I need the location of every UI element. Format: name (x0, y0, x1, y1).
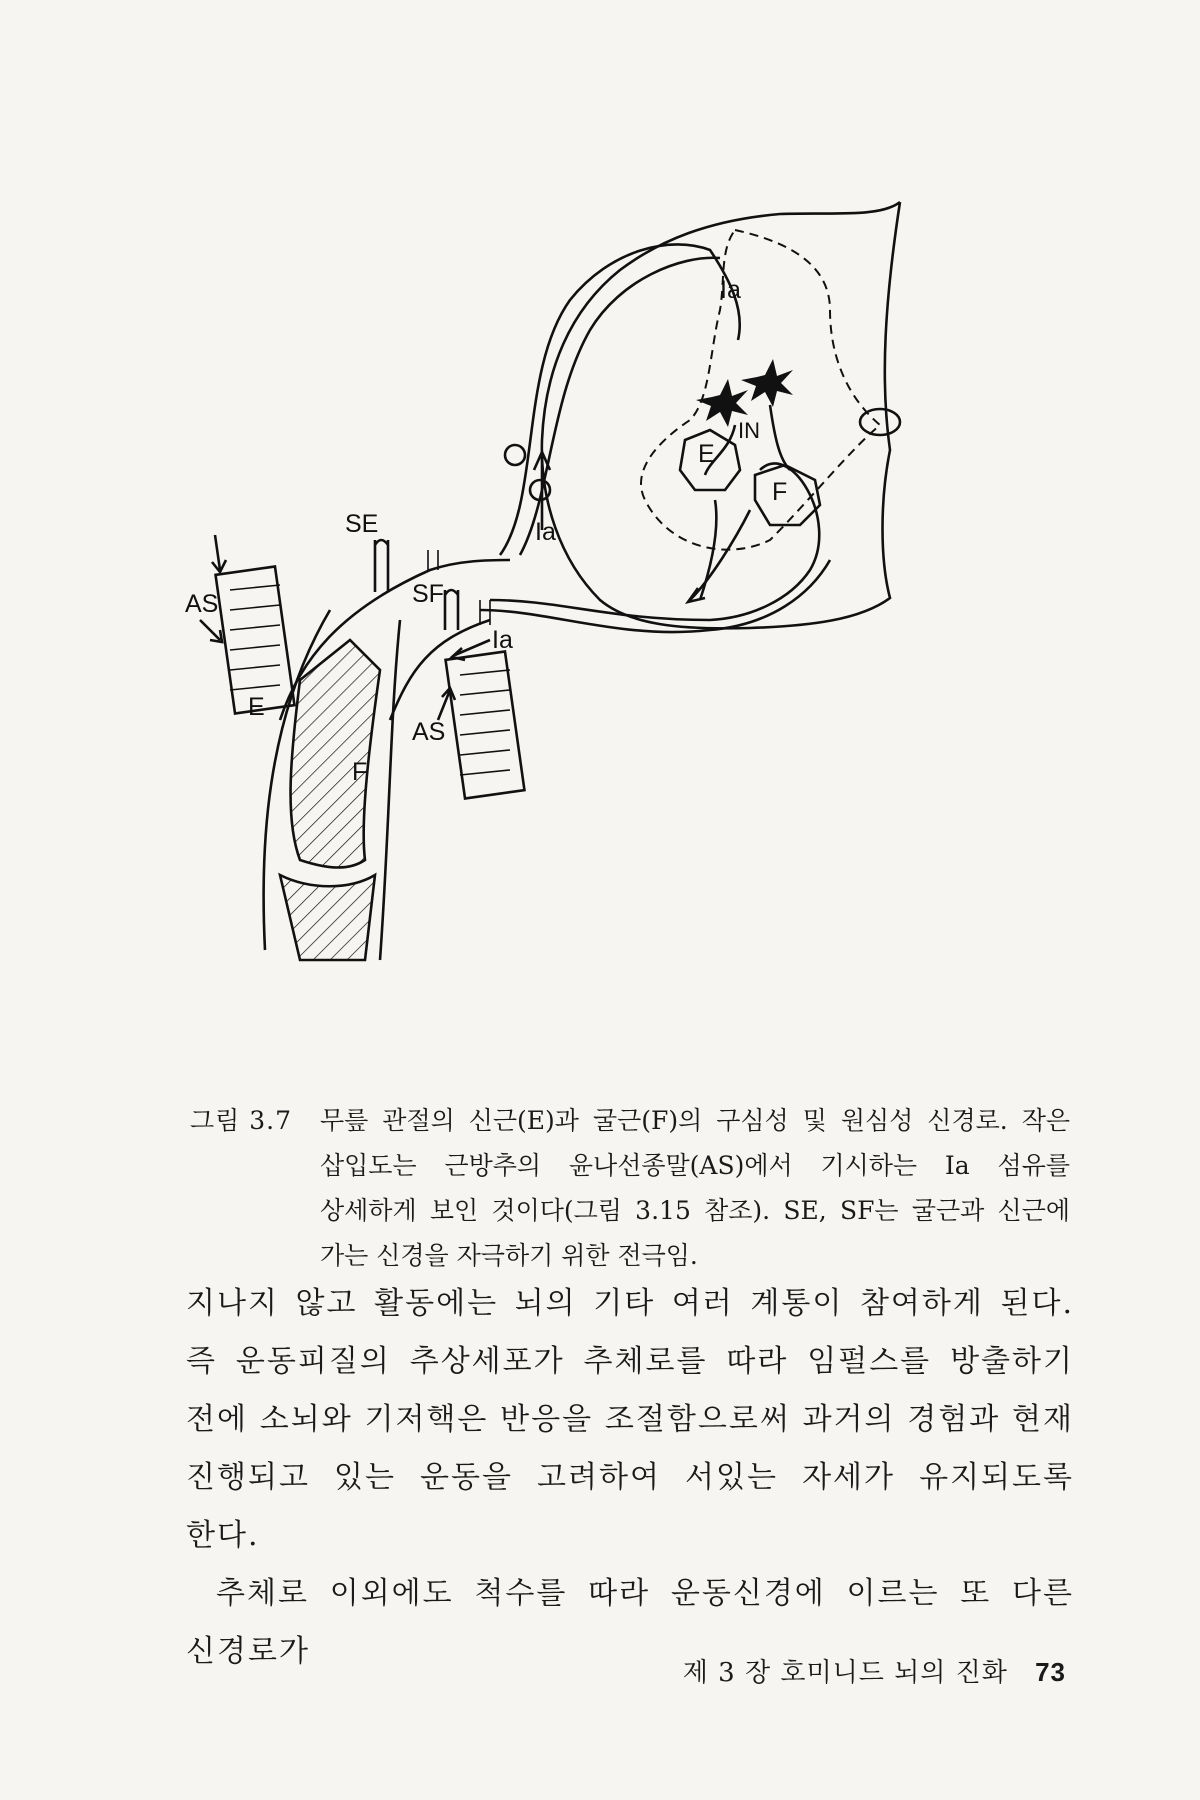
dorsal-root-ganglion-1 (505, 445, 525, 465)
ventral-root-fiber-2 (480, 560, 830, 632)
label-ia-top: Ia (720, 276, 741, 304)
spindle-inset-left (216, 567, 295, 714)
label-sf: SF (412, 580, 444, 608)
figure-caption (190, 1098, 1070, 1278)
spindle-striations-right (460, 670, 510, 775)
caption-text: 무릎 관절의 신근(E)과 굴근(F)의 구심성 및 원심성 신경로. 작은 삽입도는 근방추의 윤나선종말(AS)에서 기시하는 Ia 섬유를 상세하게 보인 것이다(그림 3.15 참조). SE, SF는 굴근과 신근에 가는 신경을 자극하기 위한 전극임. (320, 1106, 1070, 1270)
label-f-neuron: F (772, 478, 788, 506)
label-se: SE (345, 510, 379, 538)
label-f-muscle: F (352, 758, 368, 786)
label-as-right: AS (412, 718, 446, 746)
caption-label: 그림 3.7 (190, 1106, 293, 1135)
tibia-bone (280, 875, 375, 960)
electrode-sf (445, 590, 458, 630)
paragraph-1: 지나지 않고 활동에는 뇌의 기타 여러 계통이 참여하게 된다. 즉 운동피질의 추상세포가 추체로를 따라 임펄스를 방출하기 전에 소뇌와 기저핵은 반응을 조절함으로써 과거의 경험과 현재 진행되고 있는 운동을 고려하여 서있는 자세가 유지되도록 한다. (186, 1286, 1074, 1553)
interneuron-star-2 (741, 359, 793, 407)
running-footer-chapter: 제 3 장 호미니드 뇌의 진화 (682, 1658, 1008, 1688)
body-text (186, 1275, 1074, 1681)
spindle-striations-left (230, 585, 280, 690)
label-e-muscle: E (248, 693, 265, 721)
label-in: IN (738, 418, 760, 443)
flexor-nerve (390, 620, 490, 720)
label-as-left: AS (185, 590, 219, 618)
label-ia-afferent: Ia (535, 518, 556, 546)
page-number: 73 (1035, 1657, 1066, 1687)
spindle-inset-right (446, 652, 525, 799)
motor-axon-f (688, 510, 750, 602)
as-arrow-left-2 (200, 620, 222, 642)
knee-reflex-figure (185, 200, 1050, 1100)
label-ia-spindle: Ia (492, 626, 513, 654)
page-footer (683, 1652, 1066, 1689)
central-canal (860, 409, 900, 435)
electrode-se (375, 540, 388, 592)
paragraph-2: 추체로 이외에도 척수를 따라 운동신경에 이르는 또 다른 신경로가 (186, 1576, 1074, 1669)
label-e-neuron: E (698, 440, 715, 468)
neural-pathway-diagram (185, 200, 1050, 1100)
femur-bone (291, 640, 380, 868)
as-arrow-left (212, 535, 226, 572)
